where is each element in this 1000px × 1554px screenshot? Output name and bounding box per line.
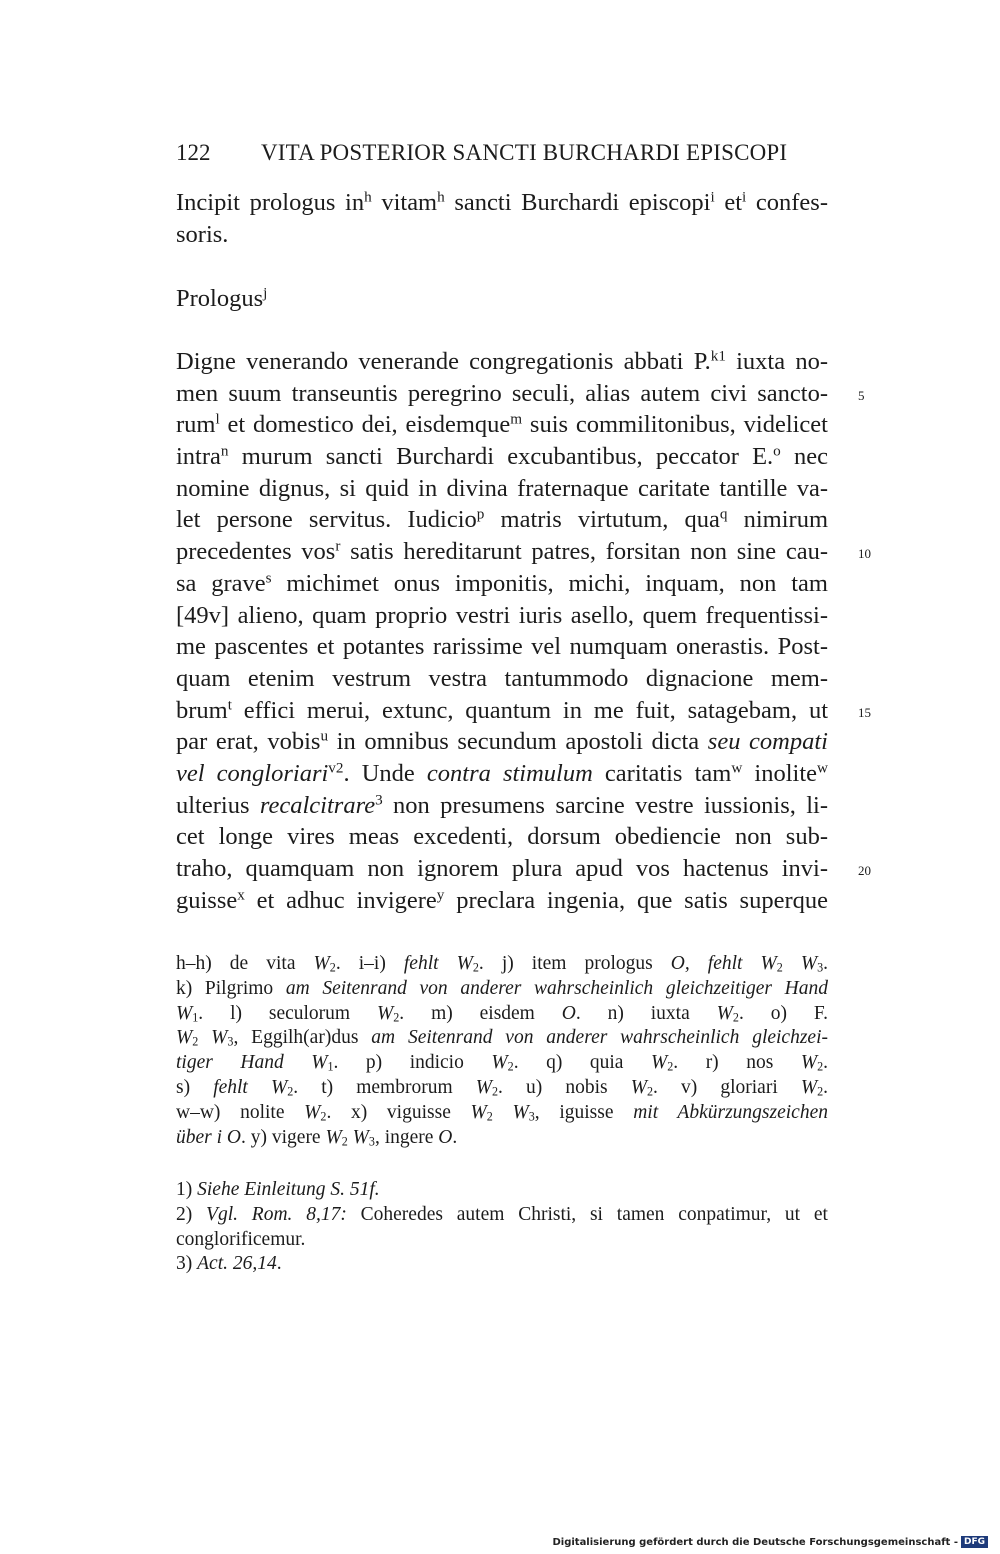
text-line: intra$^n$ murum sancti Burchardi excubantibus, peccator E.$^o$ nec xyxy=(176,442,828,471)
dfg-footer xyxy=(552,1536,988,1548)
text-line: me pascentes et potantes rarissime vel numquam onerastis. Post- xyxy=(176,633,828,661)
prologus-heading: Prologus$^j$ xyxy=(176,284,268,312)
line-number: 10 xyxy=(858,546,871,562)
source-line: 3) Act. 26,14. xyxy=(176,1253,282,1275)
apparatus-line: k) Pilgrimo am Seitenrand von anderer wahrscheinlich gleichzeitiger Hand xyxy=(176,977,828,999)
text-line: Digne venerando venerande congregationis abbati P.$^{k1}$ iuxta no- xyxy=(176,347,828,375)
text-line: quam etenim vestrum vestra tantummodo dignacione mem- xyxy=(176,664,828,692)
text-line: [49v] alieno, quam proprio vestri iuris asello, quem frequentissi- xyxy=(176,601,828,629)
dfg-logo: DFG xyxy=(961,1536,988,1548)
running-title: VITA POSTERIOR SANCTI BURCHARDI EPISCOPI xyxy=(261,140,788,165)
text-line: vel congloriari$^{v2}$. Unde contra stimulum caritatis tam$^w$ inolite$^w$ xyxy=(176,759,828,787)
text-line: precedentes vos$^r$ satis hereditarunt patres, forsitan non sine cau- xyxy=(176,537,829,566)
text-line: traho, quamquam non ignorem plura apud vos hactenus invi- xyxy=(176,855,828,882)
text-line: cet longe vires meas excedenti, dorsum obediencie non sub- xyxy=(176,823,828,851)
line-number: 5 xyxy=(858,387,865,403)
page-number: 122 xyxy=(176,140,211,165)
incipit-line-2: soris. xyxy=(176,220,229,248)
main-text xyxy=(176,346,828,916)
source-notes xyxy=(176,1178,828,1277)
source-line: 2) Vgl. Rom. 8,17: Coheredes autem Christi, si tamen conpatimur, ut et xyxy=(176,1203,828,1225)
text-line: men suum transeuntis peregrino seculi, alias autem civi sancto- xyxy=(176,379,828,407)
text-line: let persone servitus. Iudicio$^p$ matris virtutum, qua$^q$ nimirum xyxy=(176,506,828,534)
text-line: sa grave$^s$ michimet onus imponitis, michi, inquam, non tam xyxy=(176,569,828,597)
incipit xyxy=(176,187,828,250)
text-line: brum$^t$ effici merui, extunc, quantum in me fuit, satagebam, ut xyxy=(176,696,828,724)
running-header xyxy=(176,140,787,166)
footer-text: Digitalisierung gefördert durch die Deutsche Forschungsgemeinschaft - xyxy=(552,1536,958,1548)
incipit-line-1: Incipit prologus $in^h$ vitam$^h$ sancti Burchardi episcopi$^i$ $et^i$ confes- xyxy=(176,188,829,216)
apparatus-line: s) fehlt $W_2$. t) membrorum $W_2$. u) nobis $W_2$. v) gloriari $W_2$. xyxy=(176,1076,829,1099)
text-line: ulterius recalcitrare$^3$ non presumens sarcine vestre iussionis, li- xyxy=(176,791,828,819)
apparatus-line: h–h) de vita $W_2$. i–i) fehlt $W_2$. j) item prologus O, fehlt $W_2$ $W_3$. xyxy=(176,953,828,975)
apparatus-line: $W_2$ $W_3$, Eggilh(ar)dus am Seitenrand von anderer wahrscheinlich gleichzei- xyxy=(176,1027,828,1049)
apparatus-line: w–w) nolite $W_2$. x) viguisse $W_2$ $W_3$, iguisse mit Abkürzungszeichen xyxy=(176,1101,828,1124)
line-number: 20 xyxy=(858,863,871,879)
apparatus-line: tiger Hand $W_1$. p) indicio $W_2$. q) quia $W_2$. r) nos $W_2$. xyxy=(176,1052,828,1074)
text-line: guisse$^x$ et adhuc invigere$^y$ preclara ingenia, que satis superque xyxy=(176,886,828,914)
apparatus-line: $W_1$. l) seculorum $W_2$. m) eisdem O. n) iuxta $W_2$. o) F. xyxy=(176,1002,829,1024)
apparatus-line: über i O. y) vigere $W_2$ $W_3$, ingere O. xyxy=(176,1126,458,1148)
critical-apparatus xyxy=(176,952,828,1150)
text-line: par erat, vobis$^u$ in omnibus secundum apostoli dicta seu compati xyxy=(176,727,828,756)
text-line: nomine dignus, si quid in divina fraternaque caritate tantille va- xyxy=(176,474,828,502)
line-number: 15 xyxy=(858,704,871,720)
source-line: conglorificemur. xyxy=(176,1228,306,1250)
text-line: rum$^l$ et domestico dei, eisdemque$^m$ suis commilitonibus, videlicet xyxy=(176,411,828,439)
source-line: 1) Siehe Einleitung S. 51f. xyxy=(176,1179,380,1200)
